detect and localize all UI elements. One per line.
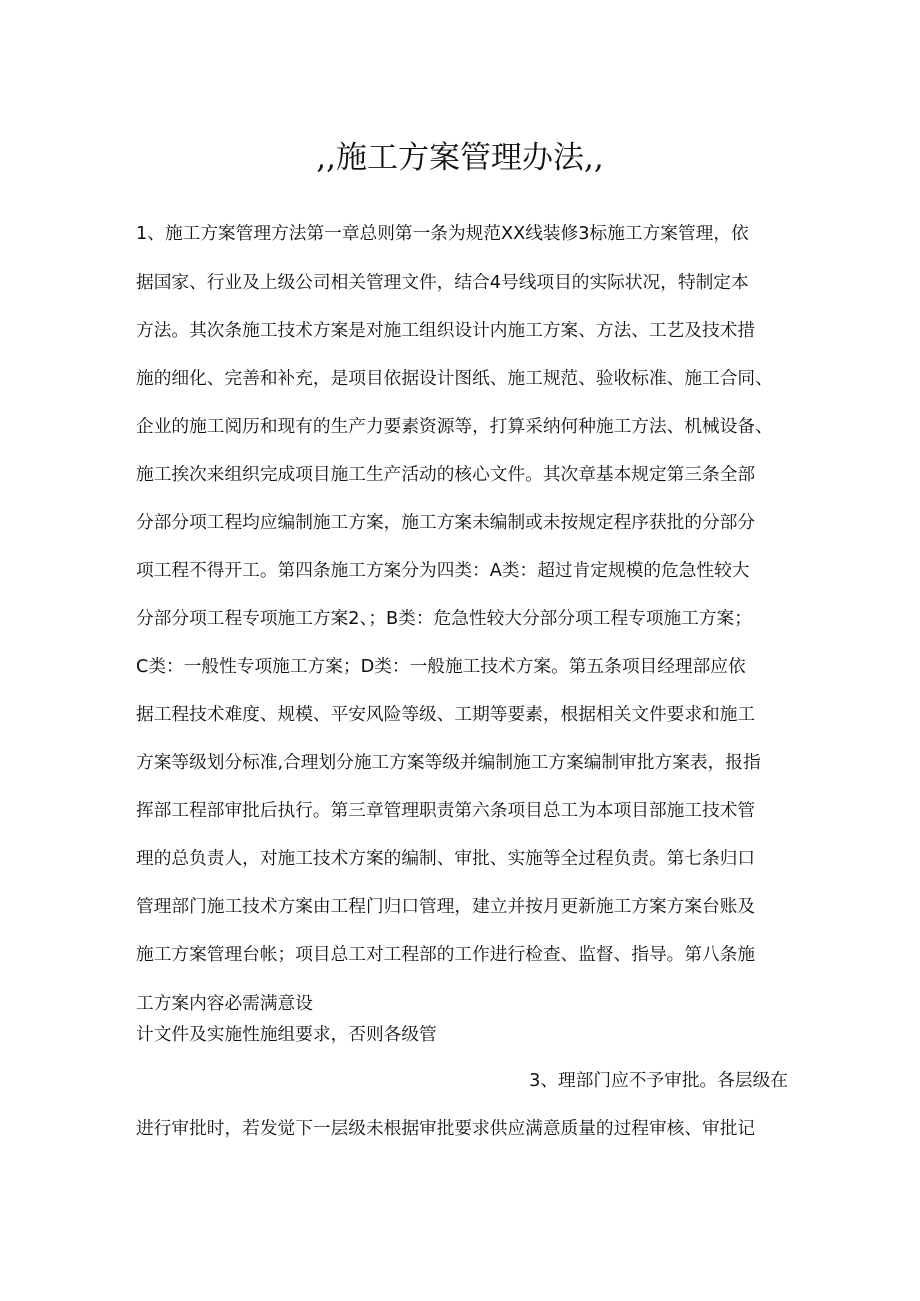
paragraph-line: 施工挨次来组织完成项目施工生产活动的核心文件。其次章基本规定第三条全部 [136,465,756,485]
paragraph-line: 理的总负责人，对施工技术方案的编制、审批、实施等全过程负责。第七条归口 [136,849,756,869]
paragraph-line: 据工程技术难度、规模、平安风险等级、工期等要素，根据相关文件要求和施工 [136,705,756,725]
paragraph-line: 工方案内容必需满意设 [136,994,313,1014]
paragraph-line: 1、施工方案管理方法第一章总则第一条为规范XX线装修3标施工方案管理，依 [136,224,749,244]
paragraph-line: 进行审批时，若发觉下一层级未根据审批要求供应满意质量的过程审核、审批记 [136,1119,756,1139]
paragraph-line: 3、理部门应不予审批。各层级在 [529,1071,788,1091]
paragraph-line: 管理部门施工技术方案由工程门归口管理，建立并按月更新施工方案方案台账及 [136,897,756,917]
paragraph-line: 施工方案管理台帐；项目总工对工程部的工作进行检查、监督、指导。第八条施 [136,945,756,965]
paragraph-line: 分部分项工程均应编制施工方案，施工方案未编制或未按规定程序获批的分部分 [136,513,756,533]
paragraph-line: 项工程不得开工。第四条施工方案分为四类：A类：超过肯定规模的危急性较大 [136,561,750,581]
paragraph-line: 施的细化、完善和补充，是项目依据设计图纸、施工规范、验收标准、施工合同、 [136,369,773,389]
paragraph-line: 计文件及实施性施组要求，否则各级管 [136,1025,437,1045]
paragraph-line: 方案等级划分标准,合理划分施工方案等级并编制施工方案编制审批方案表，报指 [136,753,761,773]
paragraph-line: 企业的施工阅历和现有的生产力要素资源等，打算采纳何种施工方法、机械设备、 [136,417,773,437]
paragraph-line: 据国家、行业及上级公司相关管理文件，结合4号线项目的实际状况，特制定本 [136,273,749,293]
paragraph-line: 挥部工程部审批后执行。第三章管理职责第六条项目总工为本项目部施工技术管 [136,801,756,821]
paragraph-line: 分部分项工程专项施工方案2、；B类：危急性较大分部分项工程专项施工方案； [136,609,752,629]
paragraph-line: 方法。其次条施工技术方案是对施工组织设计内施工方案、方法、工艺及技术措 [136,321,756,341]
paragraph-line: C类：一般性专项施工方案；D类：一般施工技术方案。第五条项目经理部应依 [136,657,746,677]
document-title: ,,施工方案管理办法,, [316,140,604,176]
